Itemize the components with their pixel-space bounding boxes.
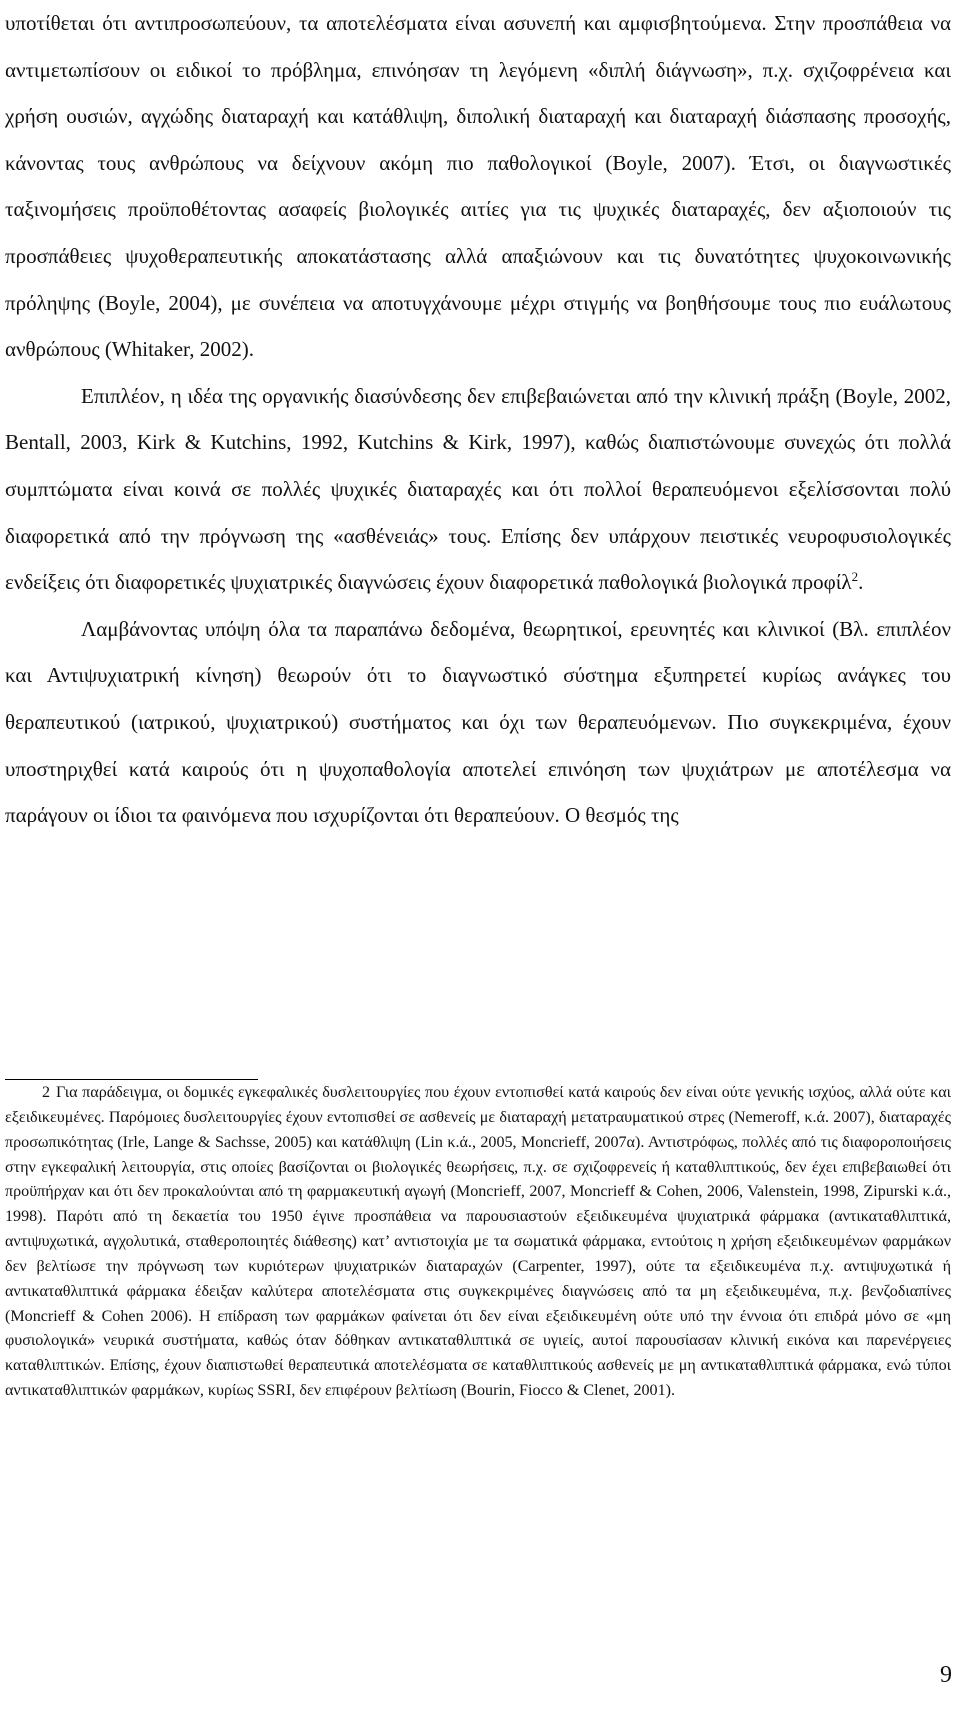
paragraph-2-tail: .: [858, 570, 864, 595]
footnote-separator: [5, 1079, 258, 1080]
paragraph-3: Λαμβάνοντας υπόψη όλα τα παραπάνω δεδομένα, θεωρητικοί, ερευνητές και κλινικοί (Βλ. επιπλέον και Αντιψυχιατρική κίνηση) θεωρούν ότι το διαγνωστικό σύστημα εξυπηρετεί κυρίως ανάγκες του θεραπευτικού (ιατρικού, ψυχιατρικού) συστήματος και όχι των θεραπευόμενων. Πιο συγκεκριμένα, έχουν υποστηριχθεί κατά καιρούς ότι η ψυχοπαθολογία αποτελεί επινόηση των ψυχιάτρων με αποτέλεσμα να παράγουν οι ίδιοι τα φαινόμενα που ισχυρίζονται ότι θεραπεύουν. Ο θεσμός της: [5, 616, 951, 828]
paragraph-1: υποτίθεται ότι αντιπροσωπεύουν, τα αποτελέσματα είναι ασυνεπή και αμφισβητούμενα. Στην προσπάθεια να αντιμετωπίσουν οι ειδικοί το πρόβλημα, επινόησαν τη λεγόμενη «διπλή διάγνωση», π.χ. σχιζοφρένεια και χρήση ουσιών, αγχώδης διαταραχή και κατάθλιψη, διπολική διαταραχή και διαταραχή διάσπασης προσοχής, κάνοντας τους ανθρώπους να δείχνουν ακόμη πιο παθολογικοί (Boyle, 2007). Έτσι, οι διαγνωστικές ταξινομήσεις προϋποθέτοντας ασαφείς βιολογικές αιτίες για τις ψυχικές διαταραχές, δεν αξιοποιούν τις προσπάθειες ψυχοθεραπευτικής αποκατάστασης αλλά απαξιώνουν και τις δυνατότητες ψυχοκοινωνικής πρόληψης (Boyle, 2004), με συνέπεια να αποτυγχάνουμε μέχρι στιγμής να βοηθήσουμε τους πιο ευάλωτους ανθρώπους (Whitaker, 2002).: [5, 11, 951, 362]
main-text: [5, 0, 951, 839]
page-number: 9: [940, 1662, 952, 1688]
footnote-marker: 2: [42, 1084, 51, 1101]
paragraph-2-text: Επιπλέον, η ιδέα της οργανικής διασύνδεσης δεν επιβεβαιώνεται από την κλινική πράξη (Boyle, 2002, Bentall, 2003, Kirk & Kutchins, 1992, Kutchins & Kirk, 1997), καθώς διαπιστώνουμε συνεχώς ότι πολλά συμπτώματα είναι κοινά σε πολλές ψυχικές διαταραχές και ότι πολλοί θεραπευόμενοι εξελίσσονται πολύ διαφορετικά από την πρόγνωση της «ασθένειάς» τους. Επίσης δεν υπάρχουν πειστικές νευροφυσιολογικές ενδείξεις ότι διαφορετικές ψυχιατρικές διαγνώσεις έχουν διαφορετικά παθολογικά βιολογικά προφίλ: [5, 383, 951, 595]
paragraph-2: [5, 373, 951, 606]
footnote-text: Για παράδειγμα, οι δομικές εγκεφαλικές δυσλειτουργίες που έχουν εντοπισθεί κατά καιρούς δεν είναι ούτε γενικής ισχύος, αλλά ούτε και εξειδικευμένες. Παρόμοιες δυσλειτουργίες έχουν εντοπισθεί σε ασθενείς με διαταραχή μετατραυματικού στρες (Nemeroff, κ.ά. 2007), διαταραχές προσωπικότητας (Irle, Lange & Sachsse, 2005) και κατάθλιψη (Lin κ.ά., 2005, Moncrieff, 2007α). Αντιστρόφως, πολλές από τις διαφοροποιήσεις στην εγκεφαλική λειτουργία, στις οποίες βασίζονται οι βιολογικές θεωρήσεις, π.χ. σε σχιζοφρενείς ή καταθλιπτικούς, δεν έχει επιβεβαιωθεί ότι προϋπήρχαν και ότι δεν προκαλούνται από τη φαρμακευτική αγωγή (Moncrieff, 2007, Moncrieff & Cohen, 2006, Valenstein, 1998, Zipurski κ.ά., 1998). Παρότι από τη δεκαετία του 1950 έγινε προσπάθεια να παρουσιαστούν εξειδικευμένα ψυχιατρικά φάρμακα (αντικαταθλιπτικά, αντιψυχωτικά, αγχολυτικά, σταθεροποιητές διάθεσης) κατ’ αντιστοιχία με τα σωματικά φάρμακα, εντούτοις η χρήση εξειδικευμένων φαρμάκων δεν βελτίωσε την πρόγνωση των κυριότερων ψυχιατρικών διαταραχών (Carpenter, 1997), ούτε τα εξειδικευμένα π.χ. αντιψυχωτικά ή αντικαταθλιπτικά φάρμακα έδειξαν καλύτερα αποτελέσματα στις συγκεκριμένες διαγνώσεις από τα μη εξειδικευμένα, π.χ. βενζοδιαπίνες (Moncrieff & Cohen 2006). Η επίδραση των φαρμάκων φαίνεται ότι δεν είναι εξειδικευμένη ούτε υπό την έννοια ότι επιδρά μόνο σε «μη φυσιολογικά» νευρικά συστήματα, καθώς όταν δόθηκαν αντικαταθλιπτικά σε υγιείς, αυτοί παρουσίασαν κλινική εικόνα και παρενέργειες καταθλιπτικών. Επίσης, έχουν διαπιστωθεί θεραπευτικά αποτελέσματα σε καταθλιπτικούς ασθενείς με μη αντικαταθλιπτικά φάρμακα, ενώ τύποι αντικαταθλιπτικών φαρμάκων, κυρίως SSRI, δεν επιφέρουν βελτίωση (Bourin, Fiocco & Clenet, 2001).: [5, 1084, 951, 1400]
footnote: [5, 1081, 951, 1404]
footnote-reference[interactable]: 2: [851, 569, 859, 585]
